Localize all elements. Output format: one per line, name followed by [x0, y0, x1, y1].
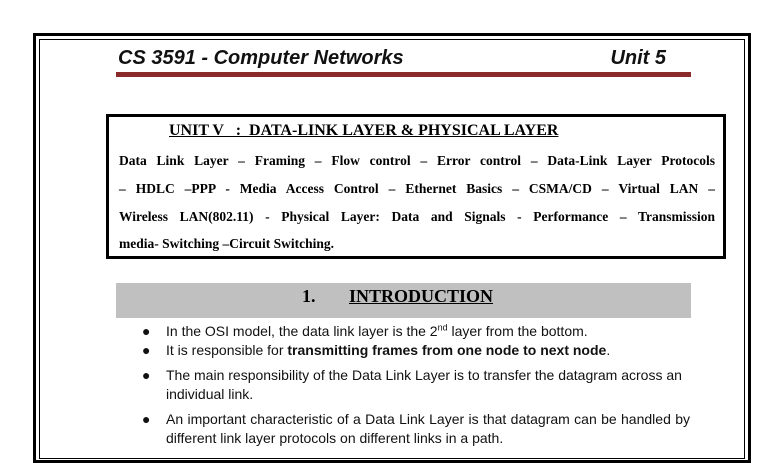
bullet-text: layer from the bottom.: [447, 323, 588, 339]
bullet-text: In the OSI model, the data link layer is the 2: [166, 323, 438, 339]
list-item: [142, 322, 690, 341]
bullet-list: [142, 322, 690, 448]
section-title: INTRODUCTION: [349, 286, 494, 306]
bullet-text: The main responsibility of the Data Link Layer is to transfer the datagram across an individual link.: [166, 367, 682, 402]
bullet-icon: ●: [142, 367, 151, 383]
bullet-icon: ●: [142, 323, 151, 339]
syllabus-line: Wireless LAN(802.11) - Physical Layer: Data and Signals - Performance – Transmission: [119, 209, 715, 224]
bullet-text: It is responsible for: [166, 342, 288, 358]
header-rule: [116, 72, 691, 77]
list-item: [142, 341, 690, 360]
section-number: 1.: [302, 286, 316, 306]
course-title: CS 3591 - Computer Networks: [118, 47, 404, 69]
bullet-icon: ●: [142, 411, 151, 427]
syllabus-line: media- Switching –Circuit Switching.: [119, 236, 335, 251]
syllabus-line: – HDLC –PPP - Media Access Control – Ethernet Basics – CSMA/CD – Virtual LAN –: [119, 181, 715, 196]
syllabus-title: UNIT V : DATA-LINK LAYER & PHYSICAL LAYER: [169, 122, 559, 139]
bullet-bold-text: transmitting frames from one node to next node: [287, 342, 607, 358]
bullet-superscript: nd: [437, 322, 448, 333]
unit-label: Unit 5: [610, 47, 666, 69]
bullet-icon: ●: [142, 342, 151, 358]
bullet-text: An important characteristic of a Data Link Layer is that datagram can be handled by different link layer protocols on different links in a path.: [166, 411, 690, 446]
syllabus-line: Data Link Layer – Framing – Flow control – Error control – Data-Link Layer Protocols: [119, 153, 715, 168]
list-item: [142, 366, 690, 404]
bullet-text: .: [606, 342, 611, 358]
list-item: [142, 410, 690, 448]
